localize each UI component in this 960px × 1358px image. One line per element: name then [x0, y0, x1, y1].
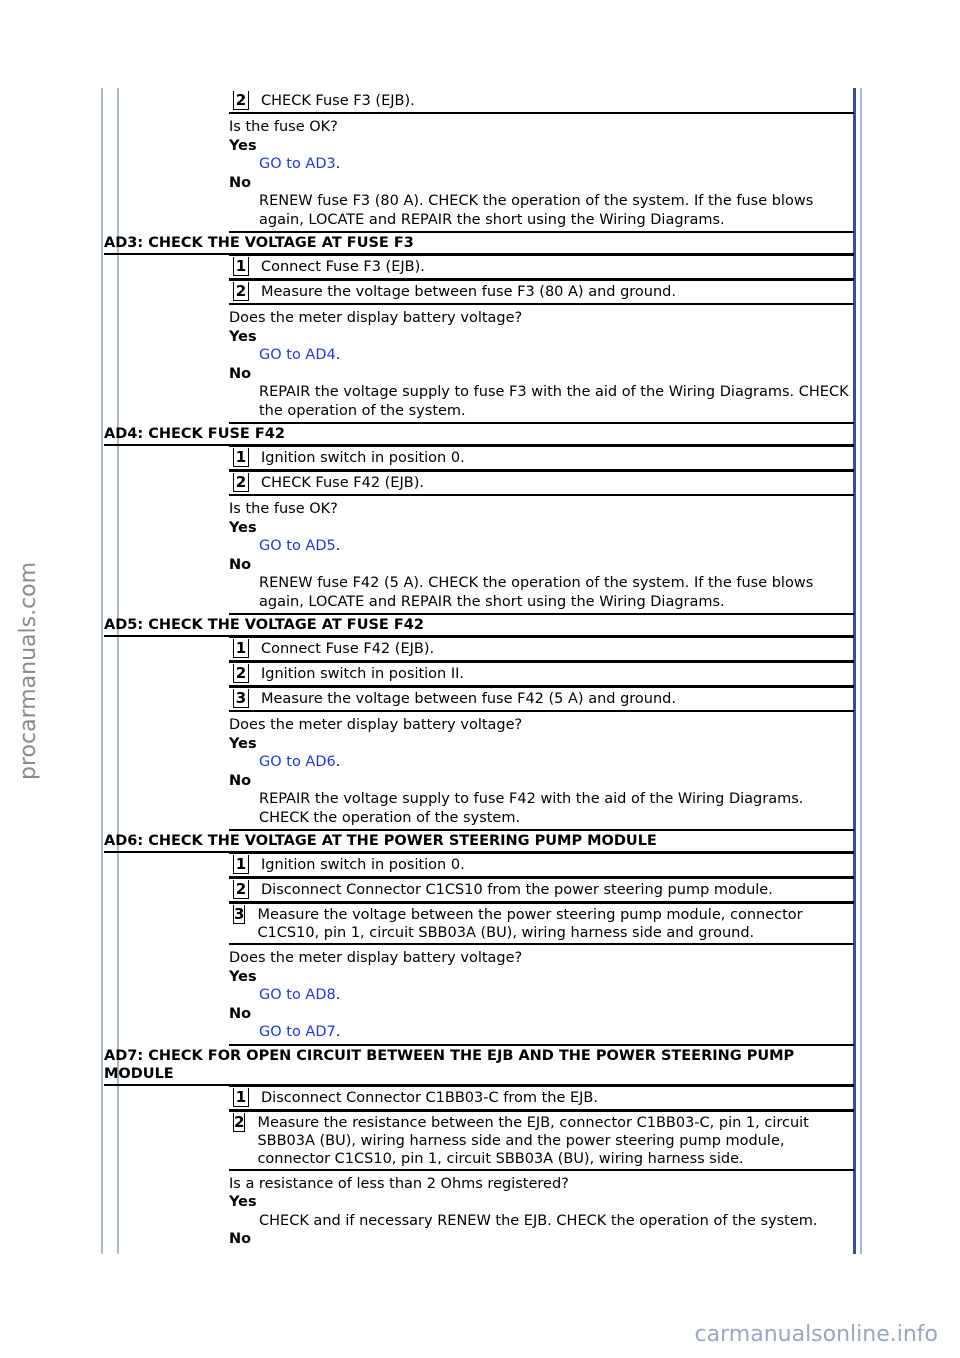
step-number: 2 — [233, 664, 249, 683]
question: Is the fuse OK? — [229, 119, 338, 135]
section-heading: AD5: CHECK THE VOLTAGE AT FUSE F42 — [104, 615, 854, 637]
question: Is the fuse OK? — [229, 501, 338, 517]
step-row — [229, 280, 854, 305]
no-action: RENEW fuse F3 (80 A). CHECK the operation of the system. If the fuse blows again, LOCATE and REPAIR the short using the Wiring Diagrams. — [259, 193, 814, 228]
yes-label: Yes — [229, 137, 257, 154]
step-text: CHECK Fuse F3 (EJB). — [261, 93, 415, 109]
step-number: 1 — [233, 1088, 249, 1107]
question: Does the meter display battery voltage? — [229, 950, 523, 966]
section-heading: AD4: CHECK FUSE F42 — [104, 424, 854, 446]
no-action: RENEW fuse F42 (5 A). CHECK the operation of the system. If the fuse blows again, LOCATE and REPAIR the short using the Wiring Diagrams. — [259, 575, 814, 610]
footer-watermark: carmanualsonline.info — [694, 1322, 938, 1347]
step-number: 2 — [233, 880, 249, 899]
procedure-content — [104, 90, 854, 1251]
result-block: Does the meter display battery voltage? Yes GO to AD4. No REPAIR the voltage supply to fuse F3 with the aid of the Wiring Diagrams. CHECK the operation of the system. — [229, 305, 854, 424]
step-text: Measure the resistance between the EJB, connector C1BB03-C, pin 1, circuit SBB03A (BU), wiring harness side and the power steering pump module, connector C1CS10, pin 1, circuit SBB03A (BU), wiring harness side. — [257, 1114, 809, 1167]
step-number: 2 — [234, 1112, 245, 1131]
no-label: No — [229, 1231, 252, 1247]
step-text: Measure the voltage between fuse F42 (5 A) and ground. — [261, 691, 676, 707]
step-text: Ignition switch in position 0. — [261, 857, 465, 873]
goto-link[interactable]: GO to AD8 — [259, 987, 336, 1003]
goto-link[interactable]: GO to AD6 — [259, 754, 336, 770]
result-block: Is the fuse OK? Yes GO to AD3. No RENEW fuse F3 (80 A). CHECK the operation of the system. If the fuse blows again, LOCATE and REPAIR the short using the Wiring Diagrams. — [229, 114, 854, 233]
step-row — [229, 471, 854, 496]
step-text: Ignition switch in position 0. — [261, 450, 465, 466]
no-label: No — [229, 1005, 252, 1022]
step-number: 2 — [233, 282, 249, 301]
step-row — [229, 1111, 854, 1171]
yes-label: Yes — [229, 519, 257, 536]
section-heading: AD7: CHECK FOR OPEN CIRCUIT BETWEEN THE EJB AND THE POWER STEERING PUMP MODULE — [104, 1046, 854, 1086]
question: Does the meter display battery voltage? — [229, 717, 523, 733]
no-label: No — [229, 772, 252, 789]
step-text: CHECK Fuse F42 (EJB). — [261, 475, 424, 491]
no-label: No — [229, 365, 252, 382]
right-margin-rule-outer — [860, 88, 862, 1254]
step-text: Ignition switch in position II. — [261, 666, 465, 682]
no-label: No — [229, 556, 252, 573]
yes-label: Yes — [229, 328, 257, 345]
step-row — [229, 446, 854, 471]
question: Does the meter display battery voltage? — [229, 310, 523, 326]
step-text: Connect Fuse F3 (EJB). — [261, 259, 425, 275]
step-number: 3 — [234, 905, 245, 923]
step-row — [229, 1086, 854, 1111]
no-label: No — [229, 174, 252, 191]
side-watermark: procarmanuals.com — [16, 561, 41, 780]
step-text: Measure the voltage between the power steering pump module, connector C1CS10, pin 1, circuit SBB03A (BU), wiring harness side and ground. — [257, 907, 803, 941]
yes-label: Yes — [229, 1194, 257, 1210]
step-row — [229, 903, 854, 945]
result-block — [229, 1171, 854, 1251]
goto-link[interactable]: GO to AD7 — [259, 1024, 336, 1040]
goto-link[interactable]: GO to AD5 — [259, 538, 336, 554]
step-number: 1 — [233, 855, 249, 874]
step-row — [229, 687, 854, 712]
step-number: 3 — [233, 689, 249, 708]
step-number: 1 — [233, 257, 249, 276]
result-block: Does the meter display battery voltage? Yes GO to AD8. No GO to AD7. — [229, 945, 854, 1046]
yes-action: CHECK and if necessary RENEW the EJB. CHECK the operation of the system. — [259, 1212, 818, 1229]
step-row — [229, 90, 854, 114]
section-heading: AD3: CHECK THE VOLTAGE AT FUSE F3 — [104, 233, 854, 255]
step-row — [229, 853, 854, 878]
step-number: 2 — [233, 473, 249, 492]
step-text: Measure the voltage between fuse F3 (80 A) and ground. — [261, 284, 676, 300]
step-text: Disconnect Connector C1CS10 from the power steering pump module. — [261, 882, 773, 898]
step-row — [229, 637, 854, 662]
question: Is a resistance of less than 2 Ohms registered? — [229, 1175, 569, 1192]
no-action: REPAIR the voltage supply to fuse F3 with the aid of the Wiring Diagrams. CHECK the operation of the system. — [259, 384, 849, 419]
step-number: 2 — [233, 91, 249, 110]
yes-label: Yes — [229, 968, 257, 985]
no-action: REPAIR the voltage supply to fuse F42 with the aid of the Wiring Diagrams. CHECK the operation of the system. — [259, 791, 804, 826]
result-block: Is the fuse OK? Yes GO to AD5. No RENEW fuse F42 (5 A). CHECK the operation of the system. If the fuse blows again, LOCATE and REPAIR the short using the Wiring Diagrams. — [229, 496, 854, 615]
yes-label: Yes — [229, 735, 257, 752]
left-margin-rule — [101, 88, 103, 1254]
step-row — [229, 662, 854, 687]
step-row — [229, 255, 854, 280]
goto-link[interactable]: GO to AD4 — [259, 347, 336, 363]
goto-link[interactable]: GO to AD3 — [259, 156, 336, 172]
step-number: 1 — [233, 448, 249, 467]
step-number: 1 — [233, 639, 249, 658]
section-heading: AD6: CHECK THE VOLTAGE AT THE POWER STEERING PUMP MODULE — [104, 831, 854, 853]
step-row — [229, 878, 854, 903]
step-text: Connect Fuse F42 (EJB). — [261, 641, 435, 657]
step-text: Disconnect Connector C1BB03-C from the EJB. — [261, 1089, 598, 1106]
result-block: Does the meter display battery voltage? Yes GO to AD6. No REPAIR the voltage supply to fuse F42 with the aid of the Wiring Diagrams. CHECK the operation of the system. — [229, 712, 854, 831]
